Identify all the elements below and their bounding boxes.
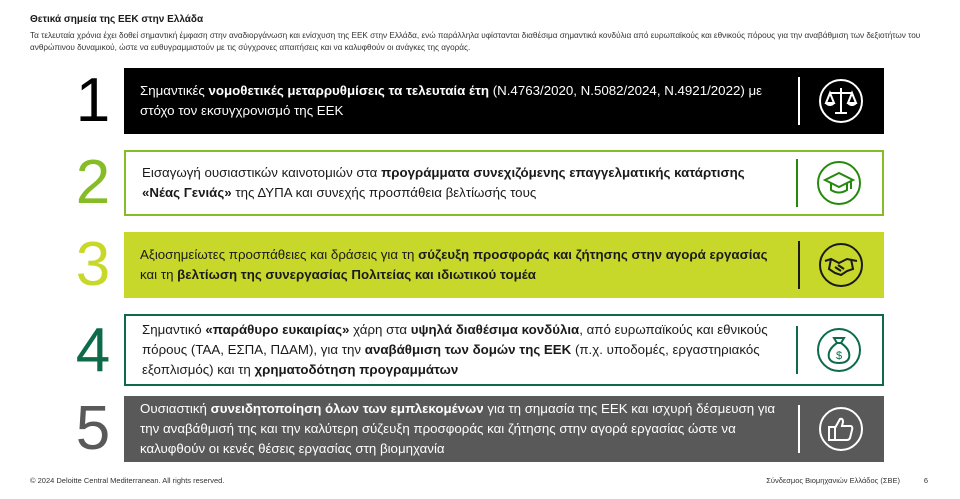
- divider: [796, 159, 798, 207]
- item-text-1: [124, 81, 798, 121]
- page-subtitle: Τα τελευταία χρόνια έχει δοθεί σημαντική έμφαση στην αναδιοργάνωση και ενίσχυση της ΕΕΚ στην Ελλάδα, ενώ παράλληλα υφίστανται διαθέσιμα σημαντικά κονδύλια από ευρωπαϊκούς και εθνικούς πόρους για την αναβάθμιση των δεξιοτήτων του ανθρώπινου δυναμικού, ώστε να ευθυγραμμιστούν με τις σύγχρονες απαιτήσεις και να καλυφθούν οι ανάγκες της αγοράς.: [30, 31, 921, 52]
- emphasis-text: βελτίωση της συνεργασίας Πολιτείας και ιδιωτικού τομέα: [177, 267, 536, 282]
- item-text-3: [124, 245, 798, 285]
- body-text: της ΔΥΠΑ και συνεχής προσπάθεια βελτίωσής τους: [231, 185, 537, 200]
- svg-text:$: $: [835, 350, 843, 362]
- divider: [798, 77, 800, 125]
- body-text: Σημαντικό: [142, 322, 206, 337]
- body-text: (π.χ. υποδομές, εργαστηριακός εξοπλισμός) και τη: [142, 342, 760, 377]
- handshake-icon: [812, 236, 870, 294]
- item-number-5: 5: [75, 394, 111, 463]
- page-number: 6: [923, 476, 928, 485]
- graduation-cap-icon: [810, 154, 868, 212]
- body-text: Σημαντικές: [140, 83, 209, 98]
- emphasis-text: χρηματοδότηση προγραμμάτων: [254, 362, 459, 377]
- emphasis-text: νομοθετικές μεταρρυθμίσεις τα τελευταία έτη: [208, 83, 490, 98]
- thumbs-up-icon: [812, 400, 870, 458]
- item-number-2: 2: [75, 148, 111, 217]
- divider: [798, 241, 800, 289]
- emphasis-text: αναβάθμιση των δομών της ΕΕΚ: [364, 342, 572, 357]
- body-text: χάρη στα: [349, 322, 411, 337]
- money-bag-icon: [810, 321, 868, 379]
- emphasis-text: προγράμματα συνεχιζόμενης επαγγελματικής κατάρτισης «Νέας Γενιάς»: [142, 165, 745, 200]
- item-number-4: 4: [75, 316, 111, 385]
- page-title: Θετικά σημεία της ΕΕΚ στην Ελλάδα: [30, 14, 204, 25]
- body-text: (Ν.4763/2020, Ν.5082/2024, Ν.4921/2022) με στόχο τον εκσυγχρονισμό της ΕΕΚ: [140, 83, 763, 118]
- list-item-3: [124, 232, 884, 298]
- emphasis-text: «παράθυρο ευκαιρίας»: [205, 322, 350, 337]
- body-text: Εισαγωγή ουσιαστικών καινοτομιών στα: [142, 165, 382, 180]
- organization-text: Σύνδεσμος Βιομηχανιών Ελλάδος (ΣΒΕ): [766, 476, 900, 485]
- item-text-2: [126, 163, 796, 203]
- list-item-1: [124, 68, 884, 134]
- item-number-1: 1: [75, 66, 111, 135]
- body-text: , από ευρωπαϊκούς και εθνικούς πόρους (ΤΑΑ, ΕΣΠΑ, ΠΔΑΜ), για την: [142, 322, 768, 357]
- item-number-3: 3: [75, 230, 111, 299]
- divider: [796, 326, 798, 374]
- body-text: για τη σημασία της ΕΕΚ και ισχυρή δέσμευση για την αναβάθμισή της και την καλύτερη σύζευξη προσφοράς και ζήτησης στην αγορά εργασίας ώστε να καλυφθούν οι κενές θέσεις εργασίας στη βιομηχανία: [140, 401, 776, 456]
- body-text: Ουσιαστική: [140, 401, 211, 416]
- copyright-text: © 2024 Deloitte Central Mediterranean. All rights reserved.: [30, 476, 225, 485]
- item-text-5: [124, 399, 798, 459]
- list-item-5: [124, 396, 884, 462]
- divider: [798, 405, 800, 453]
- emphasis-text: υψηλά διαθέσιμα κονδύλια: [410, 322, 580, 337]
- item-text-4: [126, 320, 796, 380]
- list-item-2: [124, 150, 884, 216]
- list-item-4: [124, 314, 884, 386]
- emphasis-text: σύζευξη προσφοράς και ζήτησης στην αγορά εργασίας: [418, 247, 768, 262]
- body-text: και τη: [140, 267, 178, 282]
- emphasis-text: συνειδητοποίηση όλων των εμπλεκομένων: [210, 401, 484, 416]
- body-text: Αξιοσημείωτες προσπάθειες και δράσεις για τη: [140, 247, 419, 262]
- scales-icon: [812, 72, 870, 130]
